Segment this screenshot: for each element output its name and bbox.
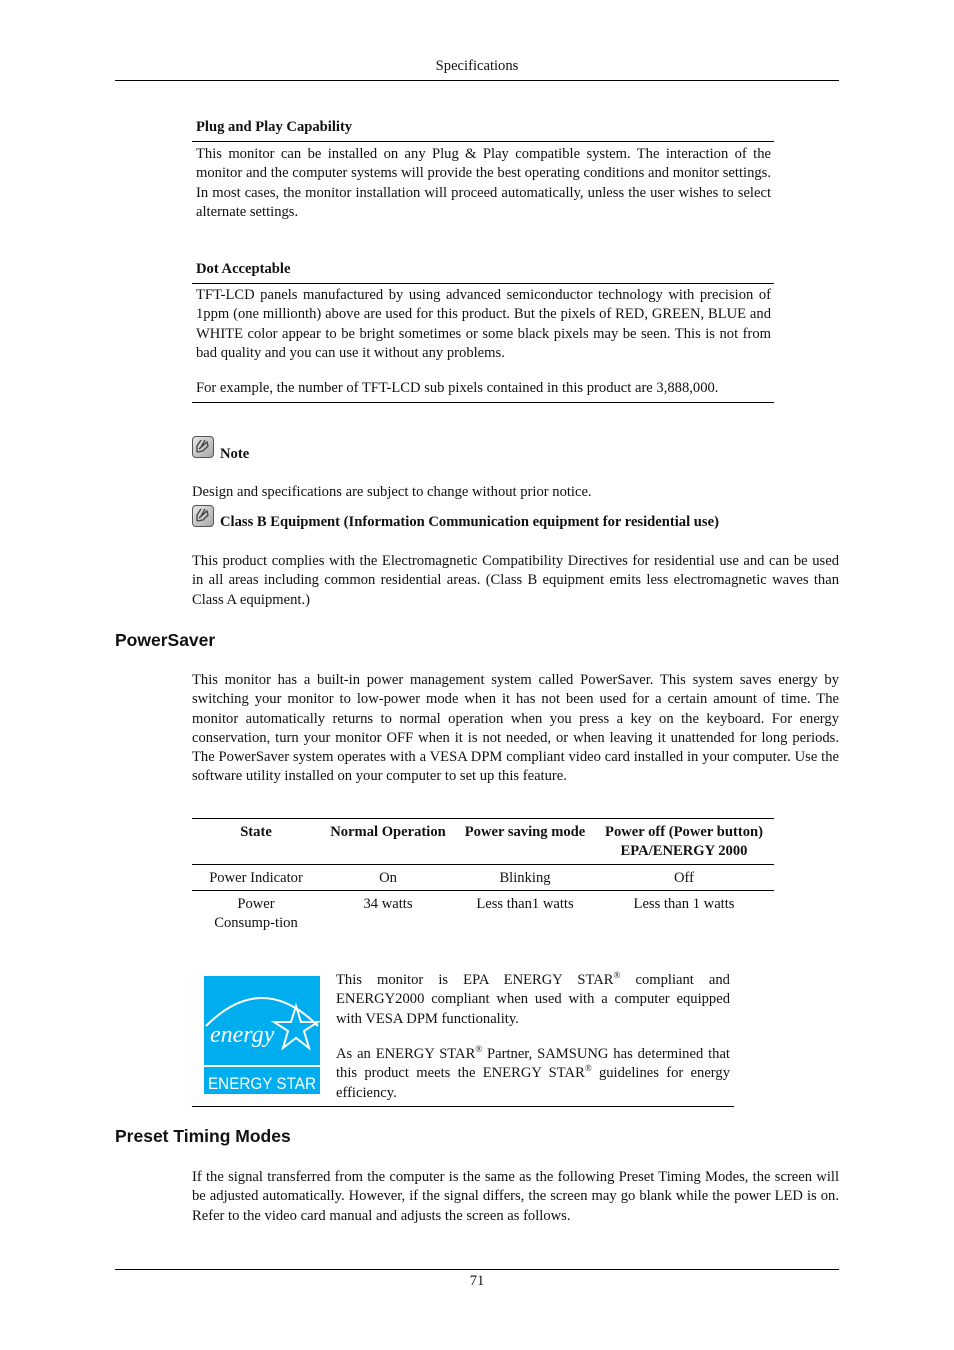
registered-mark: ® (475, 1044, 483, 1055)
dot-acceptable-body: TFT-LCD panels manufactured by using advanced semiconductor technology with precision of 1ppm (one millionth) above are used for this product. But the pixels of RED, GREEN, BLUE and WHITE color appear to be bright sometimes or some black pixels may be seen. This is not from bad quality and you can use it without any problems. (196, 287, 771, 361)
section-rule (192, 283, 774, 284)
table-row (192, 864, 774, 890)
header-state: State (240, 824, 272, 840)
header-power-saving-mode: Power saving mode (464, 824, 586, 840)
header-normal-operation: Normal Operation (330, 824, 446, 840)
table-cell: On (379, 869, 397, 886)
registered-mark: ® (613, 970, 621, 981)
dot-acceptable-example: For example, the number of TFT-LCD sub pixels contained in this product are 3,888,000. (196, 380, 719, 396)
preset-timing-body: If the signal transferred from the computer is the same as the following Preset Timing Modes, the screen will be adjusted automatically. However, if the signal differs, the screen may go blank while the power LED is on. Refer to the video card manual and adjusts the screen as follows. (192, 1169, 839, 1224)
table-cell: Less than1 watts (476, 895, 574, 912)
table-cell: Blinking (499, 869, 551, 886)
registered-mark: ® (584, 1063, 592, 1074)
preset-timing-heading: Preset Timing Modes (115, 1126, 291, 1146)
text-span: compliant and ENERGY2000 compliant when used with a computer equipped with VESA DPM functionality. (336, 972, 730, 1027)
energy-star-logo (204, 976, 320, 1094)
header-power-off-line2: EPA/ENERGY 2000 (620, 843, 748, 860)
header-rule (115, 80, 839, 81)
powersaver-body: This monitor has a built-in power management system called PowerSaver. This system saves energy by switching your monitor to low-power mode when it has not been used for a certain amount of time. The monitor automatically returns to normal operation when you press a key on the keyboard. For energy conservation, turn your monitor OFF when it is not needed, or when leaving it unattended for long periods. The PowerSaver system operates with a VESA DPM compliant video card installed in your computer. Use the software utility installed on your computer to set up this feature. (192, 672, 839, 785)
header-power-off (594, 819, 774, 865)
plug-and-play-title: Plug and Play Capability (196, 119, 353, 135)
dot-acceptable-title: Dot Acceptable (196, 261, 291, 277)
footer-rule (115, 1269, 839, 1270)
svg-text:energy: energy (210, 1022, 275, 1048)
section-rule (192, 1106, 734, 1107)
powersaver-heading: PowerSaver (115, 630, 216, 650)
text-span: Partner, SAMSUNG has determined that this product meets the ENERGY STAR (336, 1046, 730, 1082)
table-cell: Less than 1 watts (633, 895, 735, 912)
note-label: Note (220, 446, 250, 462)
table-row (192, 890, 774, 935)
table-cell: Off (674, 869, 694, 886)
text-span: This monitor is EPA ENERGY STAR (336, 972, 614, 988)
class-b-body: This product complies with the Electromagnetic Compatibility Directives for residential use and can be used in all areas including common residential areas. (Class B equipment emits less electromagnetic waves than Class A equipment.) (192, 553, 839, 608)
page-number: 71 (469, 1273, 485, 1289)
table-cell: Power Indicator (209, 869, 303, 886)
header-power-off-line1: Power off (Power button) (605, 824, 763, 840)
energy-star-para-1 (336, 971, 730, 1029)
section-rule (192, 402, 774, 403)
running-header: Specifications (435, 58, 519, 74)
note-pencil-icon (192, 436, 214, 458)
power-state-table (192, 818, 774, 935)
section-rule (192, 141, 774, 142)
svg-text:ENERGY STAR: ENERGY STAR (208, 1074, 316, 1093)
note-body: Design and specifications are subject to change without prior notice. (192, 484, 592, 500)
text-span: As an ENERGY STAR (336, 1046, 476, 1062)
table-cell: 34 watts (363, 895, 413, 912)
text-span: guidelines for energy efficiency. (336, 1065, 730, 1101)
table-header-row (192, 819, 774, 865)
table-cell: Power Consump-tion (214, 895, 298, 932)
class-b-label: Class B Equipment (Information Communication equipment for residential use) (220, 514, 719, 530)
note-pencil-icon (192, 505, 214, 527)
energy-star-para-2 (336, 1045, 730, 1103)
plug-and-play-body: This monitor can be installed on any Plug & Play compatible system. The interaction of the monitor and the computer systems will provide the best operating conditions and monitor settings. In most cases, the monitor installation will proceed automatically, unless the user wishes to select alternate settings. (196, 146, 771, 220)
